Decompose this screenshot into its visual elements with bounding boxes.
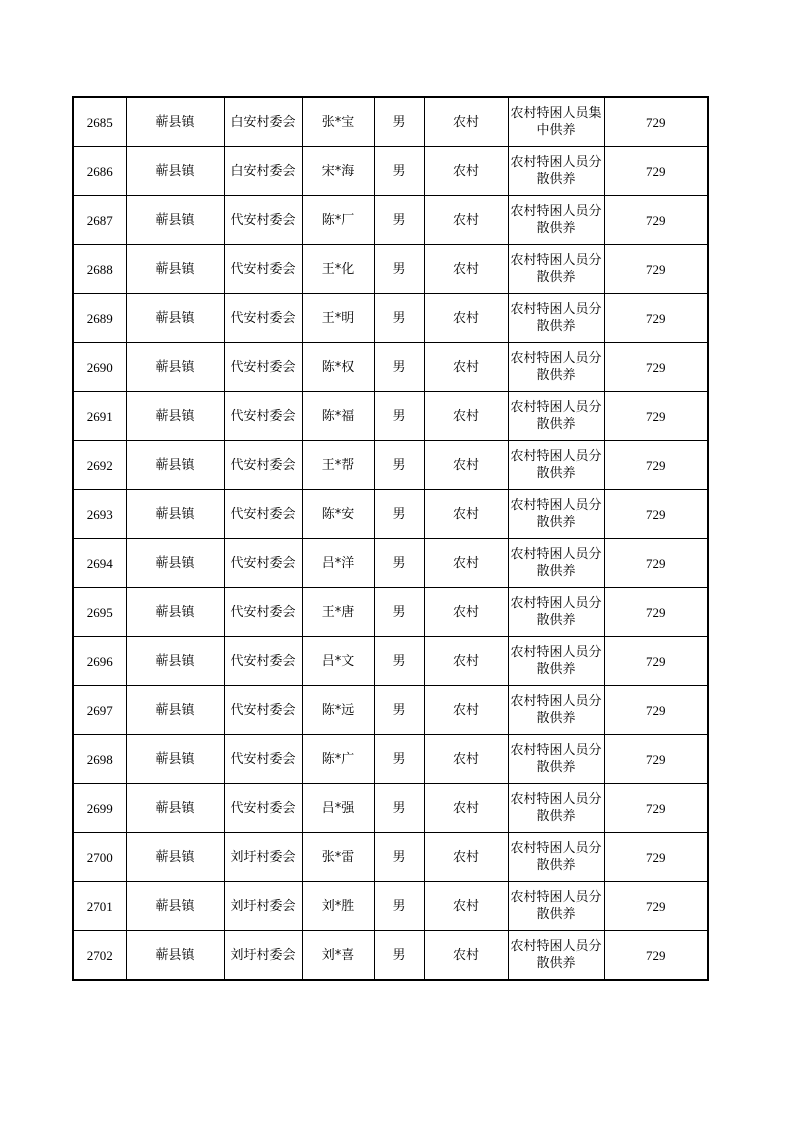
cell-area-type: 农村 (424, 343, 508, 392)
cell-town: 蕲县镇 (126, 97, 224, 147)
cell-gender: 男 (374, 637, 424, 686)
cell-area-type: 农村 (424, 637, 508, 686)
cell-amount: 729 (604, 833, 708, 882)
cell-gender: 男 (374, 196, 424, 245)
table-row (73, 931, 708, 981)
cell-village-committee: 白安村委会 (224, 147, 302, 196)
cell-support-category: 农村特困人员分散供养 (508, 686, 604, 735)
cell-person-name: 刘*喜 (302, 931, 374, 981)
cell-village-committee: 代安村委会 (224, 490, 302, 539)
cell-support-category: 农村特困人员分散供养 (508, 343, 604, 392)
cell-amount: 729 (604, 882, 708, 931)
cell-area-type: 农村 (424, 392, 508, 441)
cell-gender: 男 (374, 245, 424, 294)
cell-person-name: 陈*厂 (302, 196, 374, 245)
cell-gender: 男 (374, 539, 424, 588)
cell-person-name: 张*雷 (302, 833, 374, 882)
cell-person-name: 王*唐 (302, 588, 374, 637)
cell-support-category: 农村特困人员分散供养 (508, 441, 604, 490)
cell-amount: 729 (604, 196, 708, 245)
cell-gender: 男 (374, 97, 424, 147)
cell-person-name: 王*明 (302, 294, 374, 343)
table-row (73, 637, 708, 686)
cell-gender: 男 (374, 931, 424, 981)
cell-area-type: 农村 (424, 147, 508, 196)
cell-amount: 729 (604, 539, 708, 588)
cell-person-name: 陈*福 (302, 392, 374, 441)
cell-village-committee: 代安村委会 (224, 686, 302, 735)
table-row (73, 245, 708, 294)
table-row (73, 735, 708, 784)
cell-amount: 729 (604, 735, 708, 784)
cell-support-category: 农村特困人员集中供养 (508, 97, 604, 147)
cell-amount: 729 (604, 441, 708, 490)
table-row (73, 490, 708, 539)
cell-town: 蕲县镇 (126, 490, 224, 539)
cell-town: 蕲县镇 (126, 588, 224, 637)
cell-record-number: 2685 (73, 97, 126, 147)
table-row (73, 97, 708, 147)
cell-amount: 729 (604, 245, 708, 294)
cell-support-category: 农村特困人员分散供养 (508, 931, 604, 981)
cell-gender: 男 (374, 588, 424, 637)
cell-gender: 男 (374, 882, 424, 931)
table-row (73, 882, 708, 931)
cell-record-number: 2692 (73, 441, 126, 490)
cell-town: 蕲县镇 (126, 539, 224, 588)
cell-gender: 男 (374, 392, 424, 441)
cell-area-type: 农村 (424, 833, 508, 882)
cell-record-number: 2694 (73, 539, 126, 588)
cell-person-name: 宋*海 (302, 147, 374, 196)
cell-record-number: 2699 (73, 784, 126, 833)
cell-support-category: 农村特困人员分散供养 (508, 294, 604, 343)
cell-record-number: 2701 (73, 882, 126, 931)
cell-village-committee: 代安村委会 (224, 539, 302, 588)
cell-village-committee: 刘圩村委会 (224, 833, 302, 882)
cell-record-number: 2702 (73, 931, 126, 981)
cell-support-category: 农村特困人员分散供养 (508, 735, 604, 784)
cell-town: 蕲县镇 (126, 637, 224, 686)
cell-amount: 729 (604, 588, 708, 637)
cell-gender: 男 (374, 147, 424, 196)
cell-town: 蕲县镇 (126, 931, 224, 981)
cell-gender: 男 (374, 294, 424, 343)
cell-village-committee: 代安村委会 (224, 196, 302, 245)
cell-area-type: 农村 (424, 245, 508, 294)
cell-town: 蕲县镇 (126, 686, 224, 735)
table-row (73, 784, 708, 833)
cell-record-number: 2696 (73, 637, 126, 686)
cell-town: 蕲县镇 (126, 392, 224, 441)
cell-person-name: 陈*远 (302, 686, 374, 735)
cell-area-type: 农村 (424, 735, 508, 784)
cell-record-number: 2695 (73, 588, 126, 637)
cell-record-number: 2689 (73, 294, 126, 343)
cell-person-name: 张*宝 (302, 97, 374, 147)
cell-person-name: 吕*文 (302, 637, 374, 686)
cell-village-committee: 代安村委会 (224, 588, 302, 637)
table-body (73, 97, 708, 980)
table-row (73, 588, 708, 637)
cell-area-type: 农村 (424, 97, 508, 147)
cell-gender: 男 (374, 490, 424, 539)
cell-town: 蕲县镇 (126, 882, 224, 931)
cell-village-committee: 代安村委会 (224, 343, 302, 392)
cell-support-category: 农村特困人员分散供养 (508, 196, 604, 245)
cell-town: 蕲县镇 (126, 245, 224, 294)
cell-area-type: 农村 (424, 490, 508, 539)
cell-record-number: 2700 (73, 833, 126, 882)
cell-amount: 729 (604, 294, 708, 343)
cell-town: 蕲县镇 (126, 294, 224, 343)
cell-gender: 男 (374, 735, 424, 784)
cell-town: 蕲县镇 (126, 147, 224, 196)
cell-person-name: 吕*洋 (302, 539, 374, 588)
cell-gender: 男 (374, 343, 424, 392)
cell-person-name: 吕*强 (302, 784, 374, 833)
cell-support-category: 农村特困人员分散供养 (508, 784, 604, 833)
cell-record-number: 2697 (73, 686, 126, 735)
cell-person-name: 王*帮 (302, 441, 374, 490)
cell-person-name: 陈*安 (302, 490, 374, 539)
cell-village-committee: 代安村委会 (224, 392, 302, 441)
cell-support-category: 农村特困人员分散供养 (508, 588, 604, 637)
cell-support-category: 农村特困人员分散供养 (508, 490, 604, 539)
cell-village-committee: 代安村委会 (224, 784, 302, 833)
cell-record-number: 2691 (73, 392, 126, 441)
cell-area-type: 农村 (424, 539, 508, 588)
cell-area-type: 农村 (424, 931, 508, 981)
cell-gender: 男 (374, 441, 424, 490)
cell-amount: 729 (604, 931, 708, 981)
cell-support-category: 农村特困人员分散供养 (508, 539, 604, 588)
cell-village-committee: 刘圩村委会 (224, 882, 302, 931)
cell-town: 蕲县镇 (126, 343, 224, 392)
cell-amount: 729 (604, 490, 708, 539)
cell-record-number: 2693 (73, 490, 126, 539)
cell-record-number: 2686 (73, 147, 126, 196)
table-row (73, 441, 708, 490)
cell-area-type: 农村 (424, 294, 508, 343)
cell-town: 蕲县镇 (126, 196, 224, 245)
cell-record-number: 2687 (73, 196, 126, 245)
table-row (73, 294, 708, 343)
cell-support-category: 农村特困人员分散供养 (508, 882, 604, 931)
cell-support-category: 农村特困人员分散供养 (508, 637, 604, 686)
table-row (73, 833, 708, 882)
cell-village-committee: 代安村委会 (224, 294, 302, 343)
cell-amount: 729 (604, 686, 708, 735)
cell-village-committee: 代安村委会 (224, 245, 302, 294)
cell-person-name: 王*化 (302, 245, 374, 294)
cell-support-category: 农村特困人员分散供养 (508, 245, 604, 294)
table-row (73, 686, 708, 735)
cell-village-committee: 白安村委会 (224, 97, 302, 147)
cell-person-name: 刘*胜 (302, 882, 374, 931)
cell-gender: 男 (374, 833, 424, 882)
cell-area-type: 农村 (424, 441, 508, 490)
cell-area-type: 农村 (424, 882, 508, 931)
cell-support-category: 农村特困人员分散供养 (508, 392, 604, 441)
cell-area-type: 农村 (424, 196, 508, 245)
cell-village-committee: 代安村委会 (224, 441, 302, 490)
cell-person-name: 陈*广 (302, 735, 374, 784)
cell-amount: 729 (604, 147, 708, 196)
cell-village-committee: 代安村委会 (224, 735, 302, 784)
table-row (73, 539, 708, 588)
cell-amount: 729 (604, 392, 708, 441)
cell-person-name: 陈*权 (302, 343, 374, 392)
table-row (73, 343, 708, 392)
beneficiary-table (72, 96, 709, 981)
cell-town: 蕲县镇 (126, 441, 224, 490)
cell-town: 蕲县镇 (126, 833, 224, 882)
cell-gender: 男 (374, 686, 424, 735)
table-row (73, 147, 708, 196)
cell-area-type: 农村 (424, 784, 508, 833)
cell-amount: 729 (604, 637, 708, 686)
cell-area-type: 农村 (424, 588, 508, 637)
cell-village-committee: 刘圩村委会 (224, 931, 302, 981)
cell-support-category: 农村特困人员分散供养 (508, 833, 604, 882)
cell-support-category: 农村特困人员分散供养 (508, 147, 604, 196)
cell-amount: 729 (604, 343, 708, 392)
cell-record-number: 2688 (73, 245, 126, 294)
cell-amount: 729 (604, 97, 708, 147)
cell-record-number: 2690 (73, 343, 126, 392)
cell-village-committee: 代安村委会 (224, 637, 302, 686)
table-row (73, 196, 708, 245)
cell-amount: 729 (604, 784, 708, 833)
cell-area-type: 农村 (424, 686, 508, 735)
cell-record-number: 2698 (73, 735, 126, 784)
cell-gender: 男 (374, 784, 424, 833)
cell-town: 蕲县镇 (126, 784, 224, 833)
cell-town: 蕲县镇 (126, 735, 224, 784)
table-row (73, 392, 708, 441)
